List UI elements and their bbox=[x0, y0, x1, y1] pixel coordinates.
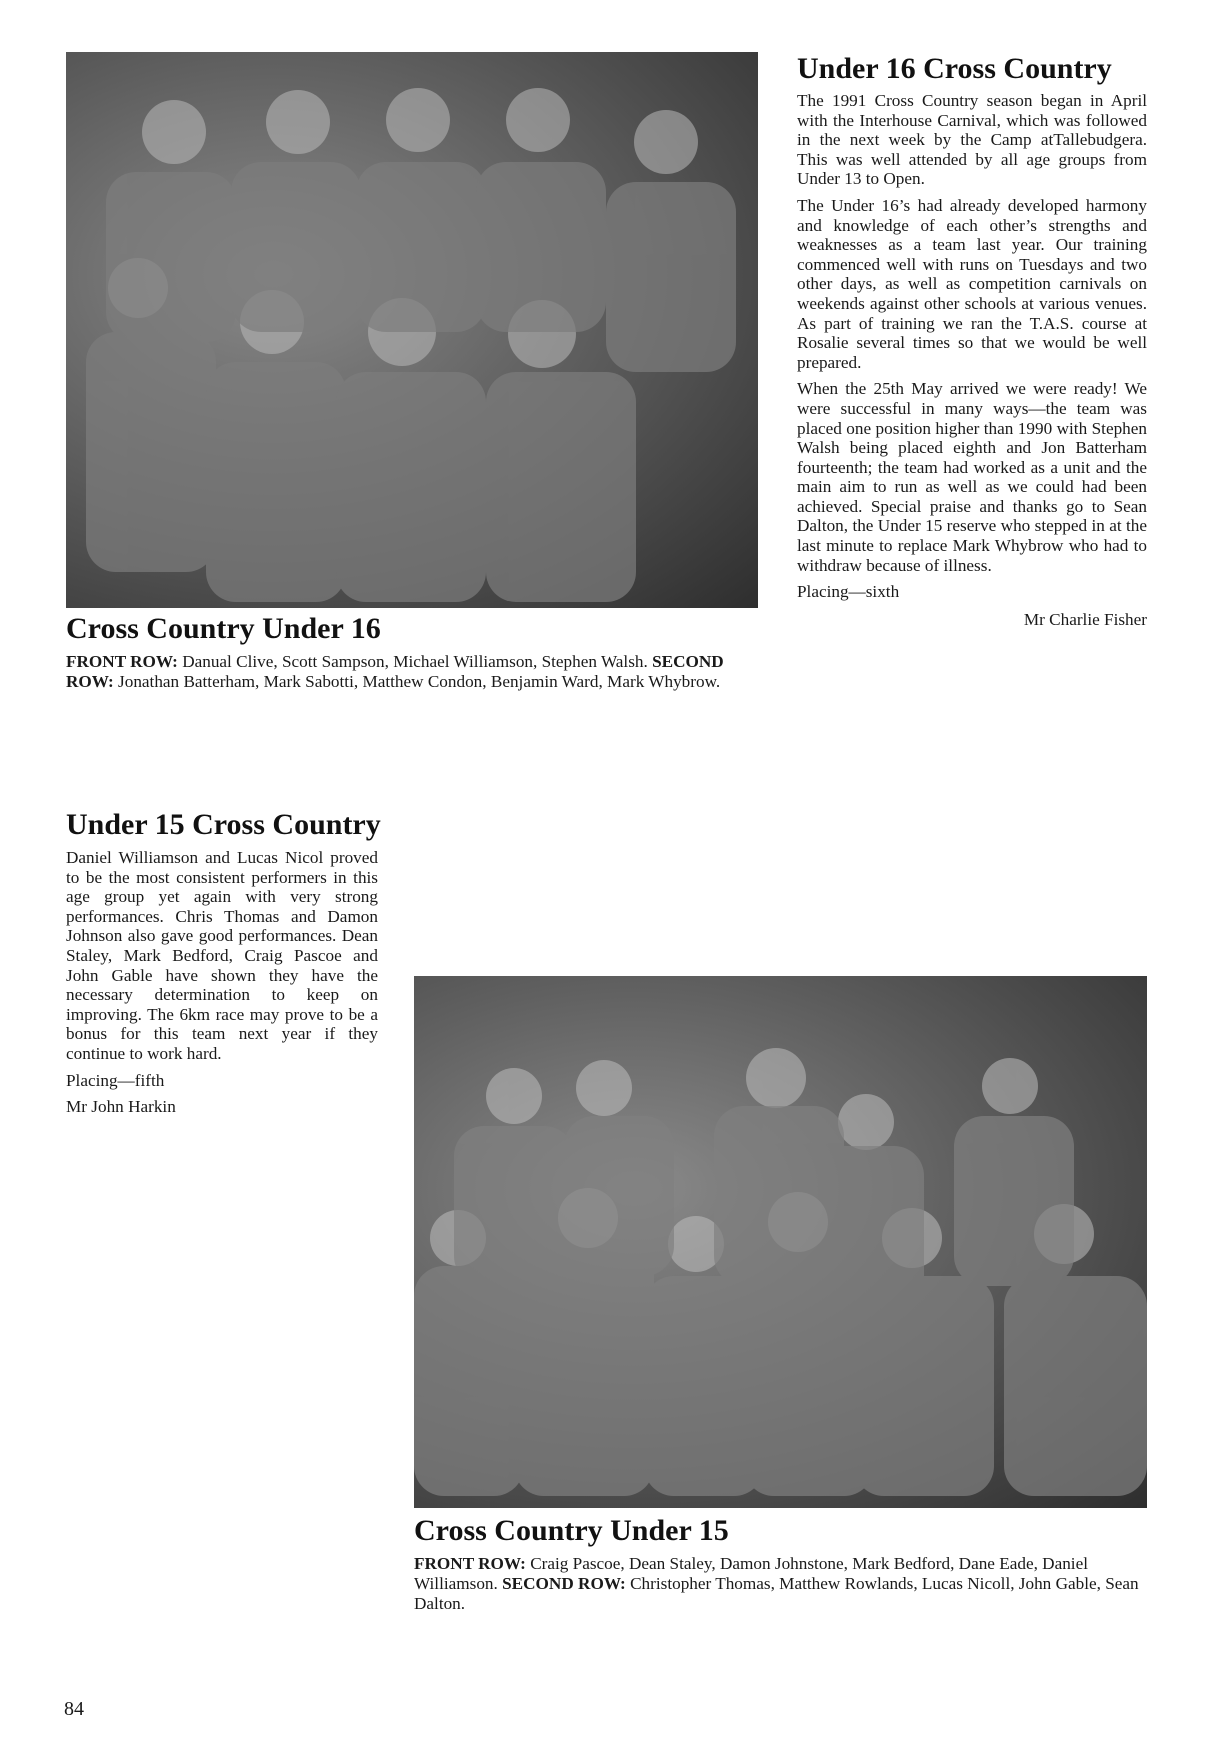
front-row-names: Danual Clive, Scott Sampson, Michael Williamson, Stephen Walsh. bbox=[182, 652, 648, 671]
front-row-label: FRONT ROW: bbox=[414, 1554, 526, 1573]
under15-photo-figures bbox=[414, 976, 1147, 1508]
under15-author: Mr John Harkin bbox=[66, 1097, 176, 1117]
under16-article bbox=[797, 91, 1147, 630]
under15-article bbox=[66, 848, 378, 1124]
under16-paragraph-2: The Under 16’s had already developed harmony and knowledge of each other’s strengths and weaknesses as a team last year. Our training commenced well with runs on Tuesdays and two other days, as well as competition carnivals on weekends against other schools at various venues. As part of training we ran the T.A.S. course at Rosalie several times so that we would be well prepared. bbox=[797, 195, 1147, 372]
under16-paragraph-1: The 1991 Cross Country season began in April with the Interhouse Carnival, which was followed in the next week by the Camp atTallebudgera. This was well attended by all age groups from Under 13 to Open. bbox=[797, 91, 1147, 189]
front-row-names: Craig Pascoe, Dean Staley, Damon Johnstone, Mark Bedford, Dane Eade, Daniel Williamson. bbox=[414, 1554, 1088, 1593]
under15-photo-caption-title: Cross Country Under 15 bbox=[414, 1514, 729, 1547]
under15-paragraph: Daniel Williamson and Lucas Nicol proved to be the most consistent performers in this age group yet again with very strong performances. Chris Thomas and Damon Johnson also gave good performances. Dean Staley, Mark Bedford, Craig Pascoe and John Gable have shown they have the necessary determination to keep on improving. The 6km race may prove to be a bonus for this team next year if they continue to work hard. bbox=[66, 848, 378, 1063]
second-row-label: SECOND ROW: bbox=[502, 1574, 626, 1593]
under16-heading: Under 16 Cross Country bbox=[797, 52, 1112, 85]
under15-photo-caption bbox=[414, 1554, 1147, 1614]
under16-team-photo bbox=[66, 52, 758, 608]
second-row-names: Jonathan Batterham, Mark Sabotti, Matthew Condon, Benjamin Ward, Mark Whybrow. bbox=[118, 672, 721, 691]
under16-paragraph-3: When the 25th May arrived we were ready! We were successful in many ways—the team was placed one position higher than 1990 with Stephen Walsh being placed eighth and Jon Batterham fourteenth; the team had worked as a unit and the main aim to run as well as we could had been achieved. Special praise and thanks go to Sean Dalton, the Under 15 reserve who stepped in at the last minute to replace Mark Whybrow who had to withdraw because of illness. bbox=[797, 379, 1147, 575]
under15-heading: Under 15 Cross Country bbox=[66, 808, 381, 841]
under16-author: Mr Charlie Fisher bbox=[1023, 609, 1147, 629]
front-row-label: FRONT ROW: bbox=[66, 652, 178, 671]
under15-placing: Placing—fifth bbox=[66, 1070, 165, 1090]
under15-team-photo bbox=[414, 976, 1147, 1508]
page-number: 84 bbox=[64, 1698, 84, 1720]
under16-photo-caption-title: Cross Country Under 16 bbox=[66, 612, 381, 645]
second-row-names: Christopher Thomas, Matthew Rowlands, Lucas Nicoll, John Gable, Sean Dalton. bbox=[414, 1574, 1139, 1613]
under16-photo-caption bbox=[66, 652, 758, 692]
under16-photo-figures bbox=[66, 52, 758, 608]
under16-placing: Placing—sixth bbox=[797, 582, 900, 602]
second-row-label: SECOND ROW: bbox=[66, 652, 724, 691]
